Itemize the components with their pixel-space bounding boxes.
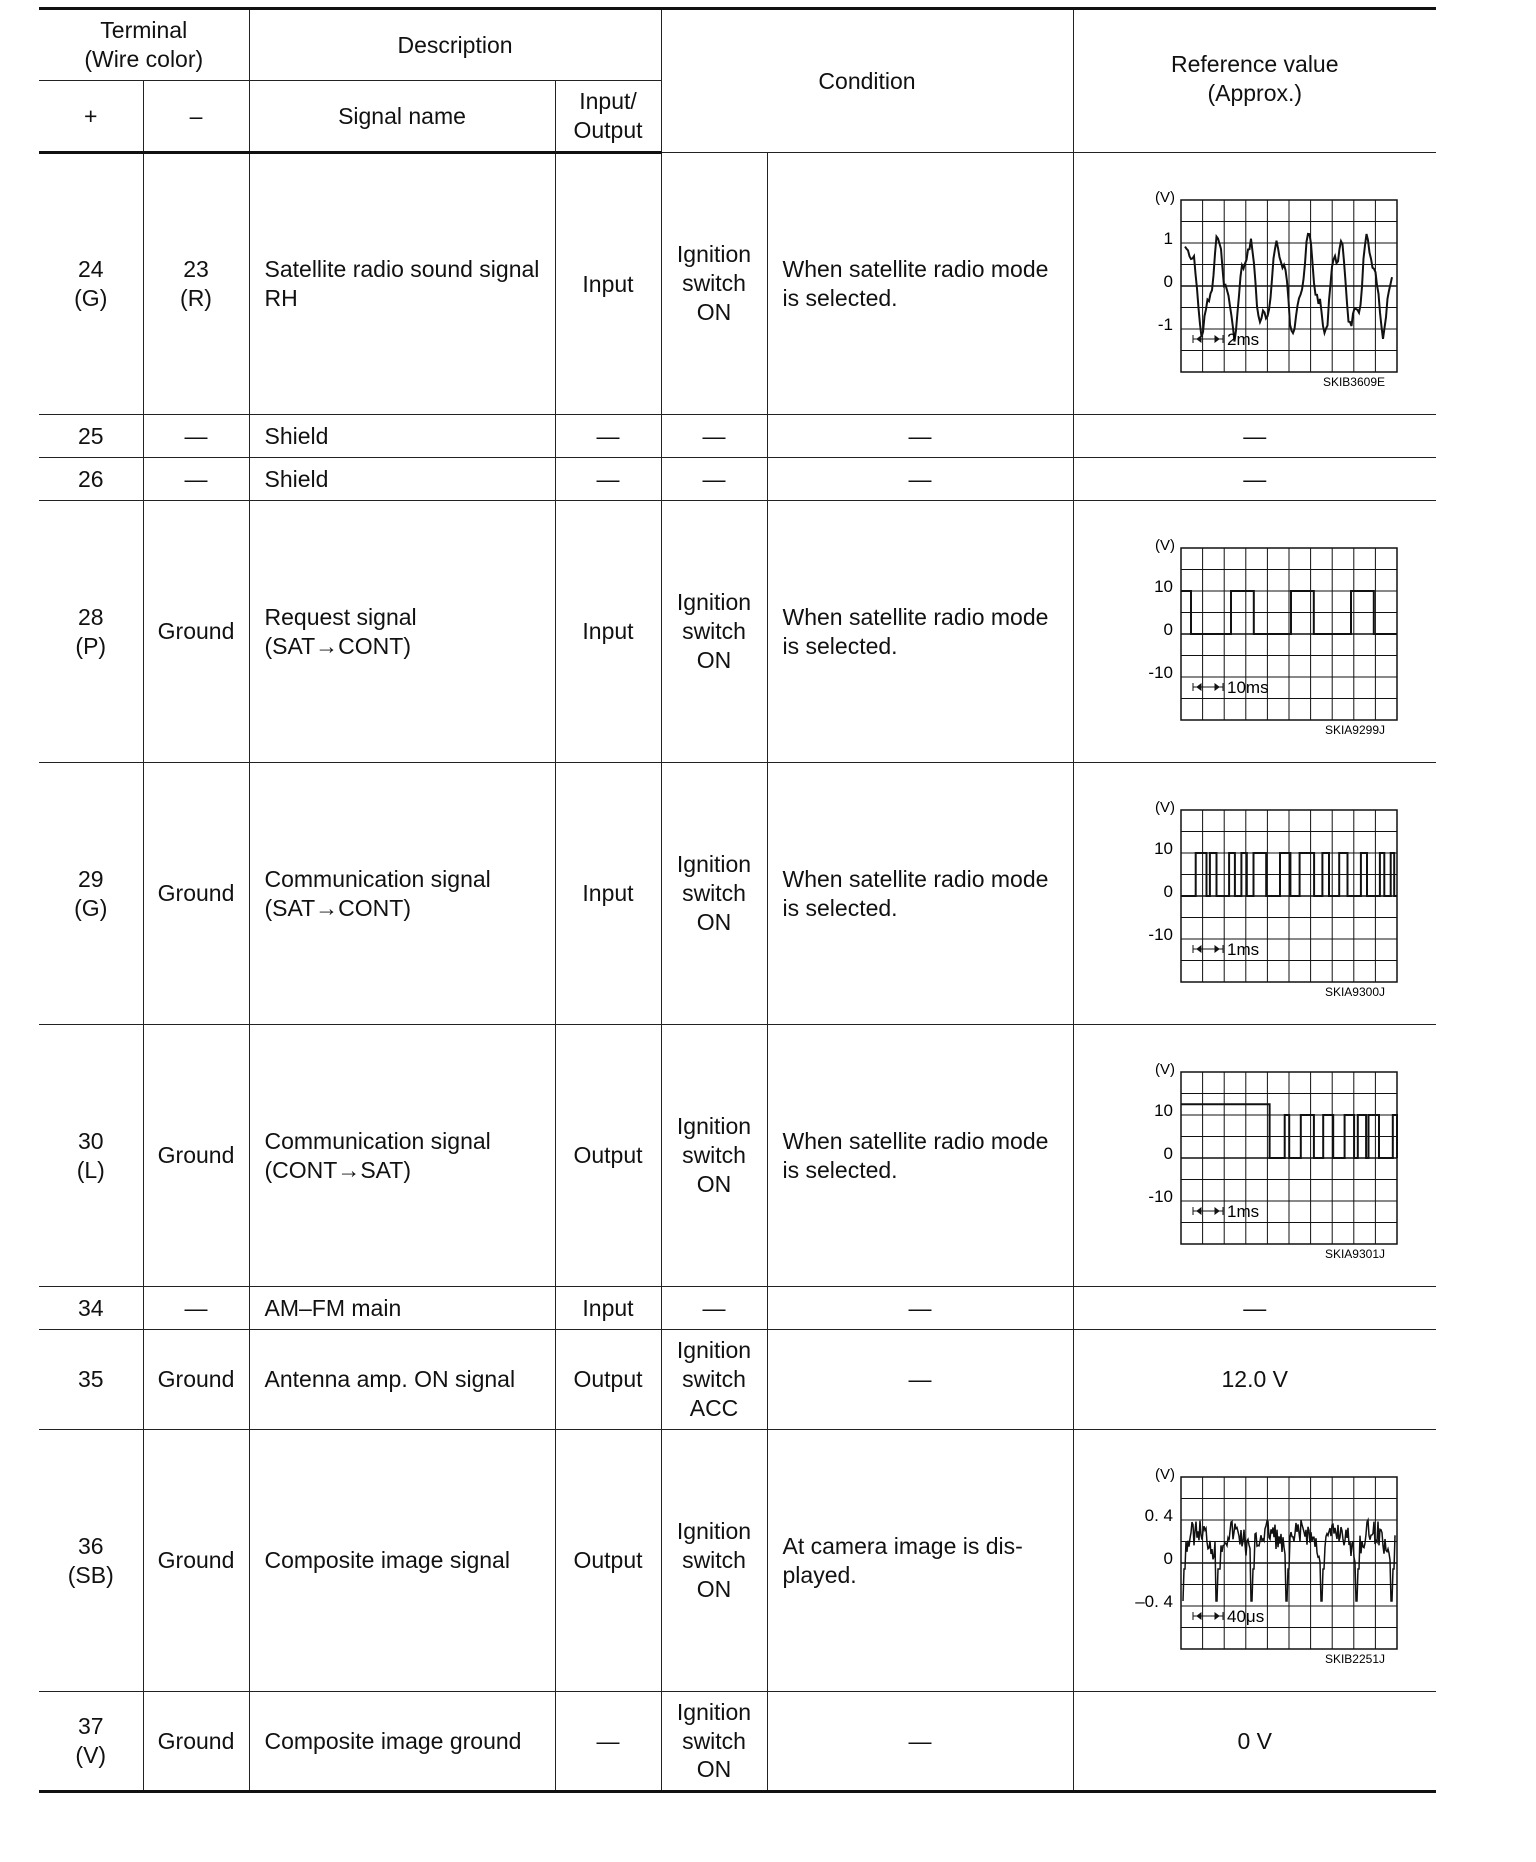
wave-y-unit: (V) bbox=[1154, 1060, 1175, 1078]
wave-y-tick: –0. 4 bbox=[1134, 1591, 1173, 1611]
wave-y-unit: (V) bbox=[1154, 188, 1175, 206]
terminal-plus: 29 (G) bbox=[39, 763, 143, 1025]
ignition-state: Ignition switch ON bbox=[661, 501, 767, 763]
signal-name: Composite image ground bbox=[249, 1692, 555, 1792]
signal-name: Communication signal (SAT→CONT) bbox=[249, 763, 555, 1025]
wave-y-tick: 0 bbox=[1163, 1548, 1173, 1568]
wave-y-tick: 10 bbox=[1153, 838, 1173, 858]
header-description: Description bbox=[249, 9, 661, 81]
header-plus: + bbox=[39, 81, 143, 153]
reference-waveform bbox=[1073, 153, 1436, 415]
waveform-pulses bbox=[1105, 784, 1405, 1004]
io-value: — bbox=[555, 1692, 661, 1792]
reference-waveform bbox=[1073, 501, 1436, 763]
wave-y-tick: -10 bbox=[1148, 924, 1173, 944]
waveform-composite bbox=[1105, 1451, 1405, 1671]
condition-text: When satellite radio mode is selected. bbox=[767, 153, 1073, 415]
time-scale-arrow bbox=[1193, 1207, 1223, 1215]
condition-text: When satellite radio mode is selected. bbox=[767, 763, 1073, 1025]
wave-time-division: 1ms bbox=[1226, 1201, 1259, 1221]
wave-y-tick: -10 bbox=[1148, 662, 1173, 682]
terminal-minus: Ground bbox=[143, 1025, 249, 1287]
signal-name: Shield bbox=[249, 458, 555, 501]
figure-code: SKIA9299J bbox=[1324, 722, 1385, 737]
terminal-plus: 34 bbox=[39, 1287, 143, 1330]
terminal-plus: 36 (SB) bbox=[39, 1430, 143, 1692]
header-reference: Reference value (Approx.) bbox=[1073, 9, 1436, 153]
wave-y-tick: 1 bbox=[1163, 228, 1173, 248]
terminal-spec-table bbox=[39, 7, 1436, 1793]
reference-value: 0 V bbox=[1073, 1692, 1436, 1792]
table-row bbox=[39, 1692, 1436, 1792]
reference-waveform bbox=[1073, 1430, 1436, 1692]
time-scale-arrow bbox=[1193, 945, 1223, 953]
wave-y-unit: (V) bbox=[1154, 536, 1175, 554]
wave-y-tick: -1 bbox=[1157, 314, 1173, 334]
io-value: Input bbox=[555, 501, 661, 763]
figure-code: SKIA9301J bbox=[1324, 1246, 1385, 1261]
signal-name: Request signal (SAT→CONT) bbox=[249, 501, 555, 763]
ignition-state: — bbox=[661, 1287, 767, 1330]
condition-text: When satellite radio mode is selected. bbox=[767, 501, 1073, 763]
table-row bbox=[39, 458, 1436, 501]
terminal-minus: Ground bbox=[143, 1430, 249, 1692]
wave-y-tick: 0 bbox=[1163, 619, 1173, 639]
waveform-square bbox=[1105, 522, 1405, 742]
signal-name: AM–FM main bbox=[249, 1287, 555, 1330]
terminal-plus: 37 (V) bbox=[39, 1692, 143, 1792]
wave-time-division: 1ms bbox=[1226, 939, 1259, 959]
wave-y-tick: 0 bbox=[1163, 881, 1173, 901]
figure-code: SKIB3609E bbox=[1322, 374, 1385, 389]
terminal-minus: Ground bbox=[143, 763, 249, 1025]
figure-code: SKIA9300J bbox=[1324, 984, 1385, 999]
wave-y-tick: 0. 4 bbox=[1144, 1505, 1173, 1525]
table-row bbox=[39, 763, 1436, 1025]
reference-waveform bbox=[1073, 1025, 1436, 1287]
ignition-state: — bbox=[661, 458, 767, 501]
signal-name: Shield bbox=[249, 415, 555, 458]
io-value: — bbox=[555, 458, 661, 501]
io-value: Input bbox=[555, 763, 661, 1025]
ignition-state: Ignition switch ON bbox=[661, 1025, 767, 1287]
header-minus: – bbox=[143, 81, 249, 153]
terminal-minus: — bbox=[143, 458, 249, 501]
terminal-plus: 25 bbox=[39, 415, 143, 458]
reference-value: 12.0 V bbox=[1073, 1330, 1436, 1430]
wave-y-tick: 0 bbox=[1163, 271, 1173, 291]
signal-name: Communication signal (CONT→SAT) bbox=[249, 1025, 555, 1287]
time-scale-arrow bbox=[1193, 335, 1223, 343]
wave-y-unit: (V) bbox=[1154, 1465, 1175, 1483]
terminal-minus: Ground bbox=[143, 501, 249, 763]
io-value: Input bbox=[555, 153, 661, 415]
terminal-minus: Ground bbox=[143, 1692, 249, 1792]
ignition-state: Ignition switch ON bbox=[661, 1430, 767, 1692]
terminal-plus: 26 bbox=[39, 458, 143, 501]
condition-text: — bbox=[767, 458, 1073, 501]
waveform-sine bbox=[1105, 174, 1405, 394]
reference-value: — bbox=[1073, 458, 1436, 501]
table-row bbox=[39, 1430, 1436, 1692]
wave-y-unit: (V) bbox=[1154, 798, 1175, 816]
ignition-state: Ignition switch ON bbox=[661, 763, 767, 1025]
wave-time-division: 10ms bbox=[1226, 677, 1269, 697]
table-row bbox=[39, 153, 1436, 415]
terminal-plus: 28 (P) bbox=[39, 501, 143, 763]
terminal-minus: 23 (R) bbox=[143, 153, 249, 415]
table-row bbox=[39, 1330, 1436, 1430]
ignition-state: Ignition switch ON bbox=[661, 1692, 767, 1792]
header-io: Input/ Output bbox=[555, 81, 661, 153]
signal-name: Satellite radio sound signal RH bbox=[249, 153, 555, 415]
signal-name: Antenna amp. ON signal bbox=[249, 1330, 555, 1430]
io-value: Output bbox=[555, 1025, 661, 1287]
condition-text: At camera image is dis- played. bbox=[767, 1430, 1073, 1692]
wave-y-tick: -10 bbox=[1148, 1186, 1173, 1206]
ignition-state: — bbox=[661, 415, 767, 458]
time-scale-arrow bbox=[1193, 683, 1223, 691]
terminal-plus: 30 (L) bbox=[39, 1025, 143, 1287]
io-value: Input bbox=[555, 1287, 661, 1330]
condition-text: — bbox=[767, 415, 1073, 458]
waveform-high-then-pulses bbox=[1105, 1046, 1405, 1266]
table-row bbox=[39, 1025, 1436, 1287]
condition-text: When satellite radio mode is selected. bbox=[767, 1025, 1073, 1287]
header-condition: Condition bbox=[661, 9, 1073, 153]
figure-code: SKIB2251J bbox=[1324, 1651, 1385, 1666]
reference-value: — bbox=[1073, 1287, 1436, 1330]
terminal-minus: — bbox=[143, 1287, 249, 1330]
wave-time-division: 40μs bbox=[1226, 1606, 1264, 1626]
terminal-plus: 35 bbox=[39, 1330, 143, 1430]
io-value: Output bbox=[555, 1330, 661, 1430]
condition-text: — bbox=[767, 1330, 1073, 1430]
terminal-minus: Ground bbox=[143, 1330, 249, 1430]
header-signal-name: Signal name bbox=[249, 81, 555, 153]
ignition-state: Ignition switch ON bbox=[661, 153, 767, 415]
reference-value: — bbox=[1073, 415, 1436, 458]
terminal-minus: — bbox=[143, 415, 249, 458]
table-row bbox=[39, 415, 1436, 458]
io-value: Output bbox=[555, 1430, 661, 1692]
ignition-state: Ignition switch ACC bbox=[661, 1330, 767, 1430]
wave-time-division: 2ms bbox=[1226, 329, 1259, 349]
header-terminal: Terminal (Wire color) bbox=[39, 9, 249, 81]
reference-waveform bbox=[1073, 763, 1436, 1025]
time-scale-arrow bbox=[1193, 1612, 1223, 1620]
terminal-plus: 24 (G) bbox=[39, 153, 143, 415]
wave-y-tick: 10 bbox=[1153, 576, 1173, 596]
table-row bbox=[39, 1287, 1436, 1330]
condition-text: — bbox=[767, 1287, 1073, 1330]
waveform-grid bbox=[1181, 810, 1397, 982]
io-value: — bbox=[555, 415, 661, 458]
signal-name: Composite image signal bbox=[249, 1430, 555, 1692]
wave-y-tick: 10 bbox=[1153, 1100, 1173, 1120]
condition-text: — bbox=[767, 1692, 1073, 1792]
wave-y-tick: 0 bbox=[1163, 1143, 1173, 1163]
table-row bbox=[39, 501, 1436, 763]
